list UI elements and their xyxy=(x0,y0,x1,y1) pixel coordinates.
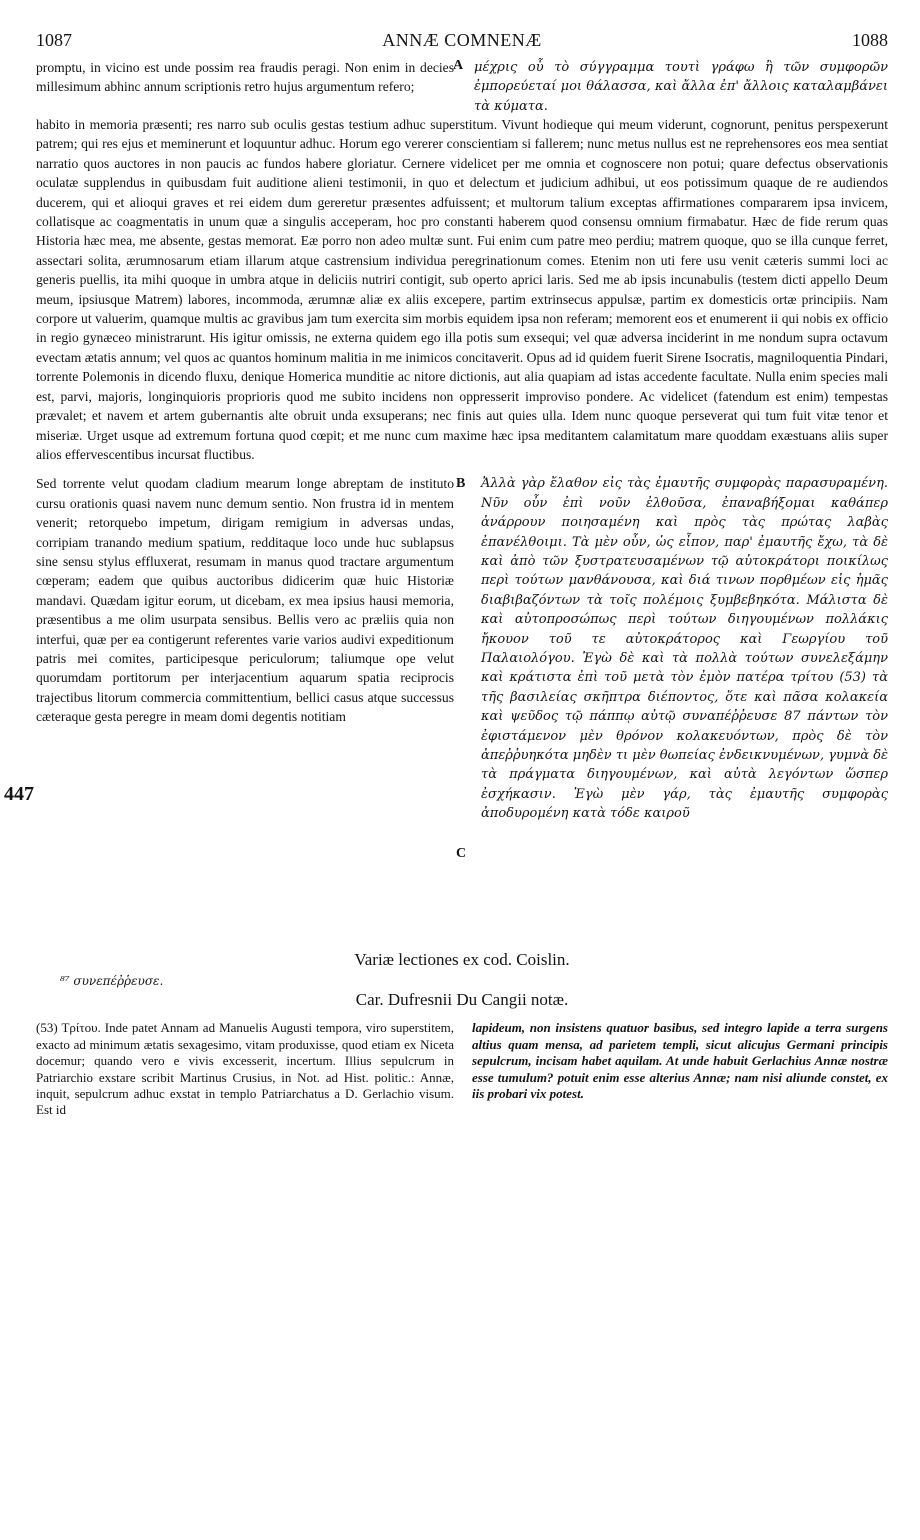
right-page-number: 1088 xyxy=(852,30,888,50)
greek-column xyxy=(481,474,888,823)
top-bilingual-block xyxy=(36,58,888,115)
variant-reading-note: ⁸⁷ συνεπέῤῥευσε. xyxy=(60,974,164,989)
section-marker-b: B xyxy=(456,476,466,492)
footnotes-block xyxy=(36,1020,888,1130)
footnote-right-text: lapideum, non insistens quatuor basibus, sed integro lapide a terra surgens altius quam mensa, ad parietem templi, sicut alicujus Germani principis sepulcrum, incisam habet aquilam. At unde habuit Gerlachius Annæ nostræ esse tumulum? potuit enim esse alterius Annæ; nam nisi aliunde constet, ex iis probari vix potest. xyxy=(472,1020,888,1101)
left-page-number: 1087 xyxy=(36,30,72,50)
two-column-block xyxy=(4,474,888,948)
latin-column-text: Sed torrente velut quodam cladium mearum longe abreptam de instituto cursu orationis quasi navem nunc demum sentio. Non frustra id in mentem venerit; retorquebo impetum, dirigam remigium in adversas undas, corripiam tranando medium spatium, redditaque loco unde huc sublapsus sine sensu stylus effluxerat, resumam in manus quod tractare argumentum cœperam; eadem que quibus auctoribus didicerim quæ huic Historiæ mandavi. Quædam igitur eorum, ut dicebam, ex mea ipsius hausi memoria, præsentibus a me olim usurpata sensibus. Bellis vero ac præliis quia non interfui, quæ per ea contigerunt referentes varie varios audivi expeditionum patris mei comites, participesque periculorum; taliumque ope velut quorumdam portitorum per interjacentium aquarum spatia reciprocis trajectibus litorum commercia committentium, bellici casus atque successus cæteraque gesta peregre in meam domi degentis notitiam xyxy=(36,476,454,725)
page xyxy=(4,30,888,1525)
full-width-latin-text: habito in memoria præsenti; res narro sub oculis gestas testium adhuc superstitum. Vivunt hodieque qui meum viderunt, cognorunt, penitus perspexerunt patrem; qui res ejus et meminerunt et loquuntur adhuc. Horum ego vererer conscientiam si fallerem; nunc metus nullus est ne reprehensores eos mea sentiat narratio quos auctores in non paucis ac fundos habere gloriatur. Cernere videlicet per me omnia et cognoscere non potui; quare defectus observationis oculatæ supplendus in quibusdam fuit auditione alieni testimonii, in quo et delectum et judicium adhibui, ut eos potissimum quaque de re audiendos ducerem, qui et alioqui graves et rei eidem dum gereretur præsentes adfuissent; et multorum talium exceptas affirmationes compararem ipsa invicem, collatisque ac coagmentatis in unum quæ a singulis acceperam, hoc pro constanti haberem quod consensu omnium firmabatur. Hæc de fide rerum quas Historia hæc mea, me absente, gestas memorat. Eæ porro non adeo multæ sunt. Fui enim cum patre meo perdiu; matrem quoque, quo se illa cunque ferret, assectari solita, ærumnosarum etiam illarum atque castrensium individua peregrinationum comes. Etenim non uti fere usu venit cæteris summi loci ac generis puellis, ita mihi quoque in umbra atque in deliciis nutriri contigit, sub operto aprici laris. Sed me ab ipsis incunabulis (testem dicti appello Deum meum, ipsiusque Matrem) labores, incommoda, ærumnæ aliæ ex aliis excepere, partim extrinsecus appulsæ, partim ex domesticis ortæ principiis. Nam corpore ut valuerim, quamque multis ac gravibus jam tum exercita sim morbis equidem ipsa non referam; memorent eos et enumerent ii qui nobis ex officio in regio gynæceo ministrarunt. His igitur omissis, ne externa quidem ego illa potis sum exsequi; vel quæ adversa inciderint in me nondum supra octavum evectam ætatis annum; vel quos ac quantos hominum malitia in me inimicos concitaverit. Opus ad id quidem fuerit Sirene Isocratis, magniloquentia Pindari, torrente Polemonis in dicendo fluxu, denique Homerica munditie ac nitore dictionis, aut alia quapiam ad istas accedente facultate. Nulla enim species mali est, parvi, majoris, longinquioris proprioris quod me subito incidens non oppresserit improviso pondere. Ac videlicet (fatendum est enim) tempestas prævalet; et navem et artem gubernantis alte obruit unda exsuperans; nec finis aut quies ulla. Idem nunc quoque perseverat qui tum fuit vitæ tenor et miseriæ. Urget usque ad extremum fortuna quod cœpit; et me nunc cum maxime hæc ipsa meditantem calamitatum mare quoddam exæstuans aliis super alios effervescentibus incursat fluctibus. xyxy=(36,117,888,462)
section-marker-c: C xyxy=(456,846,467,862)
margin-page-number: 447 xyxy=(4,783,34,806)
greek-column-text: Ἀλλὰ γὰρ ἔλαθον εἰς τὰς ἐμαυτῆς συμφορὰς παρασυραμένη. Νῦν οὖν ἐπὶ νοῦν ἐλθοῦσα, ἐπαναβήξομαι καθάπερ ἀνάρρουν ποιησαμένη καὶ πρὸς τὰς πρώτας λαβὰς ἐπανέλθοιμι. Τὰ μὲν οὖν, ὡς εἶπον, παρ' ἐμαυτῆς ἔχω, τὰ δὲ καὶ ἀπὸ τῶν ξυστρατευσαμένων τῷ αὐτοκράτορι ποικίλως περὶ τούτων μανθάνουσα, καὶ διά τινων πορθμέων εἰς ἡμᾶς διαβιβαζόντων τὰ τοῖς πολέμοις ξυμβεβηκότα. Μάλιστα δὲ καὶ αὐτοπροσώπως περὶ τούτων διηγουμένων πολλάκις ἤκουον τοῦ τε αὐτοκράτορος καὶ Γεωργίου τοῦ Παλαιολόγου. Ἐγὼ δὲ καὶ τὰ πολλὰ τούτων συνελεξάμην καὶ κράτιστα ἐπὶ τοῦ μετὰ τὸν ἐμὸν πατέρα τρίτου (53) τὰ τῆς βασιλείας σκῆπτρα διέποντος, ὅτε καὶ πᾶσα κολακεία καὶ ψεῦδος τῷ πάππῳ αὐτῷ συναπέῤῥευσε 87 πάντων τὸν ἐφιστάμενον μὲν θρόνον κολακευόντων, πρὸς δὲ τὸν ἀπεῤῥυηκότα μηδὲν τι μὲν θωπείας ἐνδεικνυμένων, γυμνὰ δὲ τὰ πράγματα διηγουμένων, καὶ αὐτὰ λεγόντων ὥσπερ ἐσχήκασιν. Ἐγὼ μὲν γάρ, τὰς ἐμαυτῆς συμφορὰς ἀποδυρομένη κατὰ τόδε καιροῦ xyxy=(481,476,888,822)
page-header xyxy=(36,30,888,58)
footnote-left-text: (53) Τρίτου. Inde patet Annam ad Manuelis Augusti tempora, viro superstitem, exacto ad minimum ætatis sexagesimo, vitam produxisse, quod etiam ex Niceta docemur; quando vero e vivis excesserit, incertum. Illius sepulcrum in Patriarchio exstare scribit Martinus Crusius, in Not. ad Hist. politic.: Annæ, inquit, sepulcrum adhuc exstat in templo Patriarchatus a D. Gerlachio visum. Est id xyxy=(36,1020,454,1118)
latin-column xyxy=(4,474,454,806)
section-marker-a: A xyxy=(453,58,464,73)
top-greek-text: μέχρις οὗ τὸ σύγγραμμα τουτὶ γράφω ἢ τῶν συμφορῶν ἐμπορεύεταί μοι θάλασσα, καὶ ἄλλα ἐπ' ἄλλοις καταλαμβάνει τὰ κύματα. xyxy=(474,60,888,114)
notes-heading: Car. Dufresnii Du Cangii notæ. xyxy=(355,990,569,1010)
running-title: ANNÆ COMNENÆ xyxy=(382,30,542,50)
variae-lectiones-heading: Variæ lectiones ex cod. Coislin. xyxy=(354,950,570,970)
top-latin-text: promptu, in vicino est unde possim rea fraudis peragi. Non enim in decies millesimum abhinc annum scriptionis retro hujus argumentum refero; xyxy=(36,60,454,95)
